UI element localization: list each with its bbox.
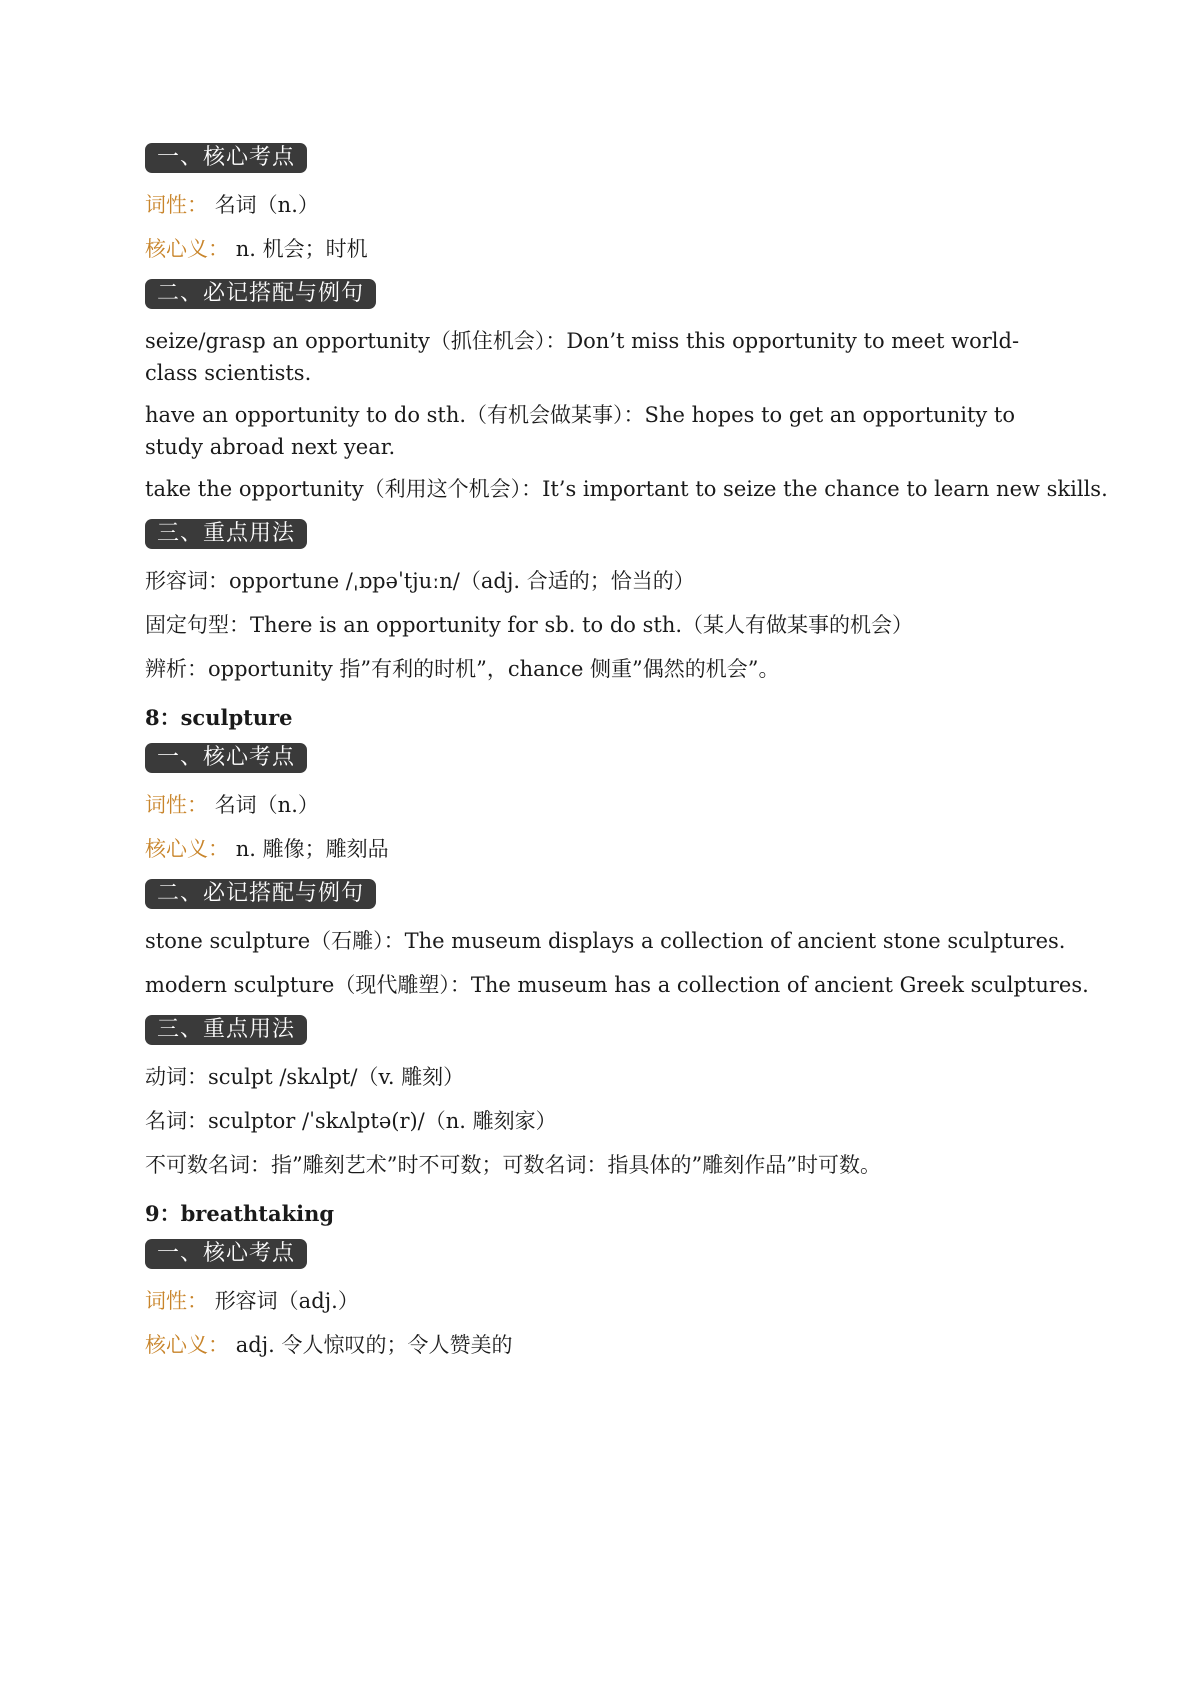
word-heading: 8：sculpture (145, 705, 293, 730)
pos-key: 词性： (145, 793, 208, 817)
meaning-line (145, 1329, 1065, 1361)
usage-item: 辨析：opportunity 指”有利的时机”，chance 侧重”偶然的机会”。 (145, 657, 780, 681)
meaning-key: 核心义： (145, 237, 229, 261)
word-heading: 9：breathtaking (145, 1201, 335, 1226)
collocation-item: take the opportunity（利用这个机会）：It’s important to seize the chance to learn new skills. (145, 477, 1108, 501)
collocation-item: stone sculpture（石雕）：The museum displays a collection of ancient stone sculptures. (145, 929, 1066, 953)
label-core-points: 一、核心考点 (145, 1239, 307, 1269)
meaning-value: n. 机会；时机 (235, 237, 368, 261)
pos-value: 名词（n.） (214, 193, 319, 217)
meaning-line (145, 833, 1065, 865)
collocation-item: have an opportunity to do sth.（有机会做某事）：She hopes to get an opportunity to study abroad next year. (145, 403, 1016, 459)
meaning-value: n. 雕像；雕刻品 (235, 837, 389, 861)
label-core-points: 一、核心考点 (145, 143, 307, 173)
label-key-usage: 三、重点用法 (145, 519, 307, 549)
label-collocations: 二、必记搭配与例句 (145, 279, 376, 309)
pos-value: 形容词（adj.） (214, 1289, 359, 1313)
page-content (145, 143, 1108, 1361)
pos-line (145, 189, 1065, 221)
usage-item: 固定句型：There is an opportunity for sb. to do sth.（某人有做某事的机会） (145, 613, 914, 637)
collocation-item: modern sculpture（现代雕塑）：The museum has a collection of ancient Greek sculptures. (145, 973, 1089, 997)
meaning-value: adj. 令人惊叹的；令人赞美的 (235, 1333, 513, 1357)
collocation-item: seize/grasp an opportunity（抓住机会）：Don’t miss this opportunity to meet world-class scientists. (145, 329, 1020, 385)
label-collocations: 二、必记搭配与例句 (145, 879, 376, 909)
usage-item: 动词：sculpt /skʌlpt/（v. 雕刻） (145, 1065, 465, 1089)
section-opportunity (145, 143, 1108, 685)
label-core-points: 一、核心考点 (145, 743, 307, 773)
meaning-line (145, 233, 1065, 265)
label-key-usage: 三、重点用法 (145, 1015, 307, 1045)
pos-key: 词性： (145, 193, 208, 217)
usage-item: 名词：sculptor /ˈskʌlptə(r)/（n. 雕刻家） (145, 1109, 557, 1133)
pos-key: 词性： (145, 1289, 208, 1313)
pos-value: 名词（n.） (214, 793, 319, 817)
section-breathtaking (145, 1199, 1065, 1361)
meaning-key: 核心义： (145, 837, 229, 861)
usage-item: 不可数名词：指”雕刻艺术”时不可数；可数名词：指具体的”雕刻作品”时可数。 (145, 1153, 881, 1177)
pos-line (145, 1285, 1065, 1317)
section-sculpture (145, 703, 1089, 1181)
meaning-key: 核心义： (145, 1333, 229, 1357)
pos-line (145, 789, 1065, 821)
usage-item: 形容词：opportune /ˌɒpəˈtjuːn/（adj. 合适的；恰当的） (145, 569, 695, 593)
